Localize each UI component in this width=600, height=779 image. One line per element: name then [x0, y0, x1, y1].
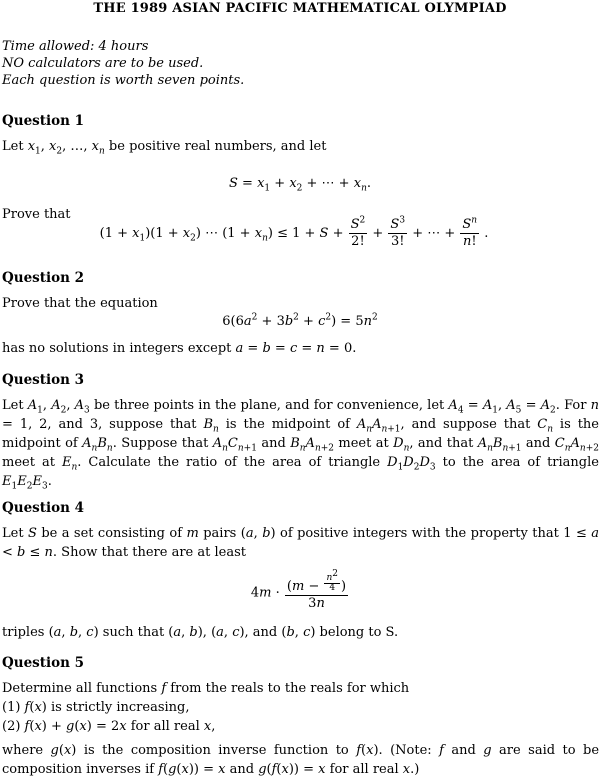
time-allowed: Time allowed: 4 hours	[2, 39, 149, 54]
question-2-equation: $6(6a^2 + 3b^2 + c^2) = 5n^2$	[222, 312, 378, 329]
instructions	[2, 38, 244, 89]
question-1-sum-formula: $S = x_1 + x_2$ + ⋯ + $x_n$.	[228, 176, 371, 194]
question-2-intro: Prove that the equation	[2, 296, 158, 311]
question-4-text: Let S be a set consisting of m pairs (a, b) of positive integers with the property that 1 ≤ a < b ≤ n. Show that there are at least	[2, 526, 600, 560]
question-5-intro: Determine all functions f from the reals to the reals for which	[2, 681, 410, 696]
question-5-heading: Question 5	[2, 655, 85, 671]
points-rule: Each question is worth seven points.	[2, 73, 245, 88]
question-3-text: Let $A_1$, $A_2$, $A_3$ be three points in the plane, and for convenience, let $A_4 = A_1$, $A_5 = A_2$. For n = 1, 2, and 3, suppose that $B_n$ is the midpoint of $A_nA_{n+1}$, and suppose that $C_n$ is the midpoint of $A_nB_n$. Suppose that $A_nC_{n+1}$ and $B_nA_{n+2}$ meet at $D_n$, and that $A_nB_{n+1}$ and $C_nA_{n+2}$ meet at $E_n$. Calculate the ratio of the area of triangle $D_1D_2D_3$ to the area of triangle $E_1E_2E_3$.	[2, 398, 600, 492]
question-2-conclusion: has no solutions in integers except a = b = c = n = 0.	[2, 341, 357, 356]
question-2-heading: Question 2	[2, 270, 85, 286]
question-5-note: where g(x) is the composition inverse function to f(x). (Note: f and g are said to be composition inverses if f(g(x)) = x and g(f(x)) = x for all real x.)	[2, 743, 600, 777]
question-3-heading: Question 3	[2, 372, 85, 388]
question-4-heading: Question 4	[2, 500, 85, 516]
question-1-intro: Let $x_1$, $x_2$, …, $x_n$ be positive real numbers, and let	[2, 139, 327, 157]
paper-title: THE 1989 ASIAN PACIFIC MATHEMATICAL OLYMPIAD	[93, 1, 507, 16]
question-4-conclusion: triples (a, b, c) such that (a, b), (a, c), and (b, c) belong to S.	[2, 625, 399, 640]
question-1-prove-label: Prove that	[2, 207, 71, 222]
calculator-rule: NO calculators are to be used.	[2, 56, 204, 71]
question-1-inequality: $(1 + x_1)(1 + x_2)$ ⋯ $(1 + x_n) \le 1 + S$ + $\frac{S^2}{2!}$ + $\frac{S^3}{3!}$ + ⋯ + $\frac{S^n}{n!}$ .	[99, 215, 489, 249]
question-4-bound: 4m · (m − $\frac{n^2}{4}$ ) 3n	[250, 569, 347, 611]
question-1-heading: Question 1	[2, 113, 85, 129]
question-5-condition-2: (2) f(x) + g(x) = 2x for all real x,	[2, 719, 216, 734]
question-5-condition-1: (1) f(x) is strictly increasing,	[2, 700, 190, 715]
